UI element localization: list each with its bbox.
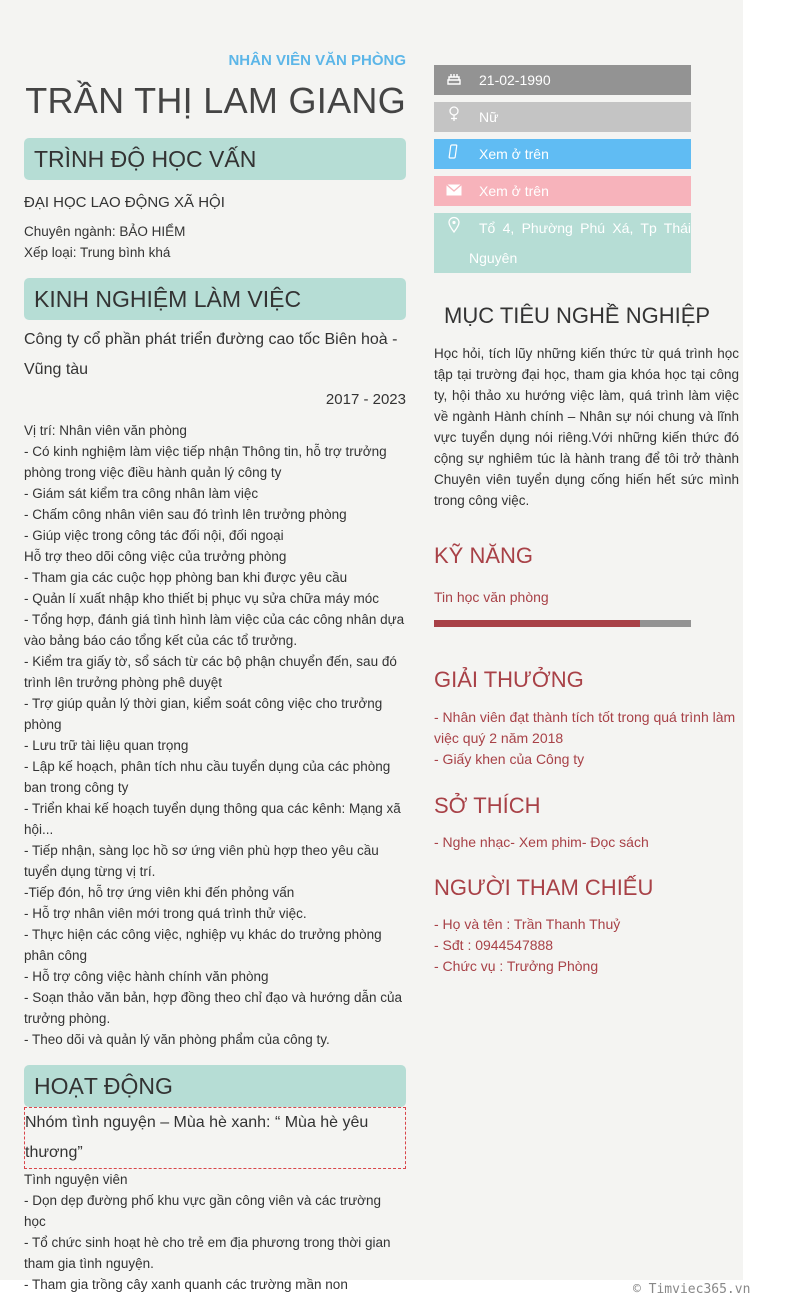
birthday-value: 21-02-1990: [479, 72, 551, 88]
experience-line: - Triển khai kế hoạch tuyển dụng thông qua các kênh: Mạng xã hội...: [24, 801, 401, 837]
references-heading: NGƯỜI THAM CHIẾU: [434, 875, 654, 900]
watermark: © Timviec365.vn: [633, 1282, 751, 1297]
education-details: [24, 221, 406, 263]
right-column: [434, 65, 739, 977]
activity-line: - Tổ chức sinh hoạt hè cho trẻ em địa phương trong thời gian tham gia tình nguyện.: [24, 1235, 391, 1271]
activity-description: [24, 1169, 406, 1295]
school-name: ĐẠI HỌC LAO ĐỘNG XÃ HỘI: [24, 194, 225, 211]
experience-line: - Có kinh nghiệm làm việc tiếp nhận Thông tin, hỗ trợ trưởng phòng trong việc điều hành quản lý công ty: [24, 444, 387, 480]
experience-line: - Thực hiện các công việc, nghiệp vụ khác do trưởng phòng phân công: [24, 927, 382, 963]
experience-line: - Kiểm tra giấy tờ, sổ sách từ các bộ phận chuyển đến, sau đó trình lên trưởng phòng phê duyệt: [24, 654, 397, 690]
job-title: NHÂN VIÊN VĂN PHÒNG: [228, 52, 406, 69]
activities-heading: HOẠT ĐỘNG: [24, 1065, 406, 1107]
award-item: - Giấy khen của Công ty: [434, 751, 585, 767]
objective-text: Học hỏi, tích lũy những kiến thức từ quá trình học tập tại trường đại học, tham gia khóa học tại công ty, hội thảo xu hướng việc làm, quá trình làm việc về ngành Hành chính – Nhân sự nói chung và lĩnh vực tuyển dụng nói riêng.Với những kiến thức đó cộng sự nghiêm túc là hành trang để tôi trở thành Chuyên viên tuyển dụng cống hiến hết sức mình trong công việc.: [434, 346, 739, 508]
experience-line: - Hỗ trợ nhân viên mới trong quá trình thử việc.: [24, 906, 307, 921]
education-major: Chuyên ngành: BẢO HIỂM: [24, 224, 186, 239]
experience-line: - Theo dõi và quản lý văn phòng phẩm của công ty.: [24, 1032, 330, 1047]
references-list: [434, 914, 739, 977]
email-value[interactable]: Xem ở trên: [479, 183, 549, 199]
address-value: Tổ 4, Phường Phú Xá, Tp Thái Nguyên: [469, 220, 691, 266]
experience-line: - Tiếp nhận, sàng lọc hồ sơ ứng viên phù hợp theo yêu cầu tuyển dụng từng vị trí.: [24, 843, 379, 879]
activity-line: - Tham gia trồng cây xanh quanh các trường mần non: [24, 1277, 348, 1292]
award-item: - Nhân viên đạt thành tích tốt trong quá trình làm việc quý 2 năm 2018: [434, 709, 736, 746]
education-heading: TRÌNH ĐỘ HỌC VẤN: [24, 138, 406, 180]
experience-line: - Lưu trữ tài liệu quan trọng: [24, 738, 189, 753]
female-icon: [444, 102, 464, 132]
birthday-row: [434, 65, 691, 95]
address-row: [434, 213, 691, 273]
hobbies-list: [434, 832, 739, 853]
experience-line: Hỗ trợ theo dõi công việc của trưởng phòng: [24, 549, 287, 564]
reference-name: - Họ và tên : Trần Thanh Thuỷ: [434, 916, 621, 932]
email-row: [434, 176, 691, 206]
awards-heading: GIẢI THƯỞNG: [434, 667, 584, 692]
map-marker-icon: [444, 213, 464, 243]
phone-row: [434, 139, 691, 169]
company-name: Công ty cổ phần phát triển đường cao tốc Biên hoà - Vũng tàu: [24, 331, 398, 378]
experience-line: Vị trí: Nhân viên văn phòng: [24, 423, 187, 438]
education-grade: Xếp loại: Trung bình khá: [24, 245, 171, 260]
gender-row: [434, 102, 691, 132]
work-period: 2017 - 2023: [325, 391, 406, 408]
experience-line: - Chấm công nhân viên sau đó trình lên trưởng phòng: [24, 507, 347, 522]
envelope-icon: [444, 176, 464, 206]
experience-heading: KINH NGHIỆM LÀM VIỆC: [24, 278, 406, 320]
experience-line: - Lập kế hoạch, phân tích nhu cầu tuyển dụng của các phòng ban trong công ty: [24, 759, 391, 795]
activity-title[interactable]: Nhóm tình nguyện – Mùa hè xanh: “ Mùa hè yêu thương”: [24, 1107, 406, 1169]
phone-value[interactable]: Xem ở trên: [479, 146, 549, 162]
experience-line: -Tiếp đón, hỗ trợ ứng viên khi đến phỏng vấn: [24, 885, 295, 900]
awards-list: [434, 707, 739, 770]
skill-name: Tin học văn phòng: [434, 589, 549, 605]
candidate-name: TRẦN THỊ LAM GIANG: [25, 80, 406, 121]
experience-description: [24, 420, 406, 1050]
experience-line: - Quản lí xuất nhập kho thiết bị phục vụ sửa chữa máy móc: [24, 591, 380, 606]
gender-value: Nữ: [479, 109, 499, 125]
experience-line: - Tổng hợp, đánh giá tình hình làm việc của các công nhân dựa vào bảng báo cáo tổng kết của các tổ trưởng.: [24, 612, 405, 648]
mobile-phone-icon: [444, 139, 464, 169]
reference-position: - Chức vụ : Trưởng Phòng: [434, 958, 599, 974]
experience-line: - Soạn thảo văn bản, hợp đồng theo chỉ đạo và hướng dẫn của trưởng phòng.: [24, 990, 403, 1026]
experience-line: - Trợ giúp quản lý thời gian, kiểm soát công việc cho trưởng phòng: [24, 696, 383, 732]
objective-heading: MỤC TIÊU NGHỀ NGHIỆP: [444, 303, 711, 328]
activity-line: Tình nguyện viên: [24, 1172, 128, 1187]
experience-line: - Giám sát kiểm tra công nhân làm việc: [24, 486, 259, 501]
skill-level-bar: [434, 620, 691, 627]
skill-level-fill: [434, 620, 640, 627]
experience-line: - Giúp việc trong công tác đối nội, đối ngoại: [24, 528, 284, 543]
experience-line: - Tham gia các cuộc họp phòng ban khi được yêu cầu: [24, 570, 348, 585]
experience-line: - Hỗ trợ công việc hành chính văn phòng: [24, 969, 269, 984]
cake-icon: [444, 65, 464, 95]
hobby-item: - Nghe nhạc- Xem phim- Đọc sách: [434, 834, 649, 850]
left-column: [24, 50, 406, 1295]
hobbies-heading: SỞ THÍCH: [434, 793, 541, 818]
reference-phone: - Sđt : 0944547888: [434, 937, 554, 953]
skills-heading: KỸ NĂNG: [434, 543, 534, 568]
activity-line: - Dọn dẹp đường phố khu vực gần công viên và các trường học: [24, 1193, 382, 1229]
